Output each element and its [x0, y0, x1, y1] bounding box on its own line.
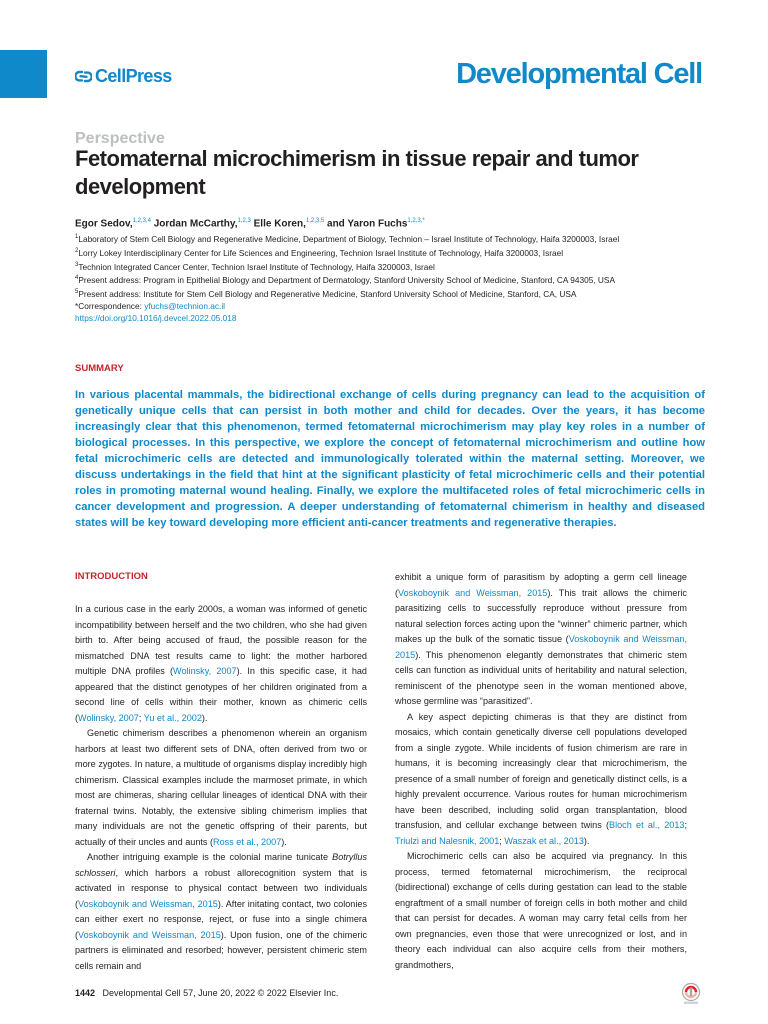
- correspondence: *Correspondence: yfuchs@technion.ac.il: [75, 300, 226, 311]
- text-run: ).: [583, 835, 590, 846]
- doi-link[interactable]: https://doi.org/10.1016/j.devcel.2022.05.018: [75, 312, 237, 323]
- cellpress-logo-icon: [75, 69, 92, 84]
- text-run: ). After initating contact, two colonies can either exert no response, reject, or fuse into a single chimera (: [75, 898, 367, 940]
- paragraph: [395, 570, 687, 710]
- summary-heading: SUMMARY: [75, 363, 124, 374]
- paragraph: [395, 710, 687, 850]
- text-run: In a curious case in the early 2000s, a woman was informed of genetic incompatibility between herself and the two children, who she had given birth to. After being accused of fraud, the possible reason for the mismatched DNA test results came to light: the mother harbored multiple DNA profiles (: [75, 604, 367, 676]
- text-run: ).: [201, 712, 208, 723]
- citation-link[interactable]: Triulzi and Nalesnik, 2001: [395, 835, 500, 846]
- footer-citation: Developmental Cell 57, June 20, 2022 © 2022 Elsevier Inc.: [102, 988, 339, 998]
- author-affiliation-marker[interactable]: 1,2,3,*: [407, 218, 425, 224]
- citation-link[interactable]: Voskoboynik and Weissman, 2015: [78, 898, 218, 909]
- affiliation-marker: 2: [75, 247, 79, 254]
- text-run: ).: [281, 836, 287, 847]
- author-name: Egor Sedov,: [75, 218, 133, 230]
- citation-link[interactable]: Voskoboynik and Weissman, 2015: [78, 929, 221, 940]
- paragraph: [75, 850, 367, 974]
- affiliation-item: [75, 286, 705, 300]
- author-affiliation-marker[interactable]: 1,2,3,5: [305, 218, 325, 224]
- affiliation-item: [75, 245, 705, 259]
- affiliation-text: Present address: Institute for Stem Cell Biology and Regenerative Medicine, Stanford University School of Medicine, Stanford, CA, USA: [78, 288, 577, 299]
- affiliation-marker: 3: [75, 261, 79, 268]
- body-column-right: [395, 570, 687, 973]
- body-column-left: [75, 570, 367, 974]
- author-affiliation-marker[interactable]: 1,2,3,4: [132, 218, 151, 224]
- citation-link[interactable]: Bloch et al., 2013: [609, 820, 685, 830]
- article-section-label: Perspective: [75, 130, 165, 147]
- affiliation-text: Lorry Lokey Interdisciplinary Center for Life Sciences and Engineering, Technion Israel Institute of Technology, Haifa 3200003, Israel: [78, 247, 564, 258]
- citation-link[interactable]: Yu et al., 2002: [143, 712, 202, 723]
- text-run: exhibit a unique form of parasitism by adopting a germ cell lineage (: [395, 572, 687, 598]
- text-run: ). This trait allows the chimeric parasitizing cells to successfully reproduce without pressure from natural selection forces acting upon the “winner” chimeric partner, which makes up the bulk of the somatic tissue (: [395, 587, 687, 644]
- header-color-tab: [0, 50, 47, 98]
- text-run: ). In this specific case, it had appeared that the distinct genotypes of her children originated from a second line of cells within their mother, known as chimeric cells (: [75, 666, 367, 723]
- affiliation-item: [75, 259, 705, 273]
- page-footer: [75, 988, 338, 998]
- text-run: ;: [499, 835, 505, 846]
- paragraph: [395, 849, 687, 973]
- publisher-logo[interactable]: [75, 66, 172, 87]
- affiliation-marker: 4: [75, 275, 79, 282]
- citation-link[interactable]: Waszak et al., 2013: [504, 835, 584, 846]
- text-run: Another intriguing example is the colonial marine tunicate: [87, 852, 333, 862]
- author-name: Jordan McCarthy,: [153, 218, 238, 230]
- affiliations: [75, 231, 705, 324]
- page-number: 1442: [75, 988, 96, 998]
- citation-link[interactable]: Voskoboynik and Weissman, 2015: [398, 587, 548, 598]
- citation-link[interactable]: Wolinsky, 2007: [78, 712, 139, 723]
- text-run: ;: [684, 820, 687, 830]
- text-run: Genetic chimerism describes a phenomenon wherein an organism harbors at least two different sets of DNA, often derived from two or more zygotes. In nature, a multitude of organisms display incredibly high chimerism. Classical examples include the marmoset primate, in which most are chimeras, sharing cellular lineages of identical DNA with their fraternal twins. Notably, the extensive sibling chimerism implies that many individuals are not the genetic offspring of their parents, but actually of their uncles and aunts (: [75, 728, 367, 847]
- text-run: A key aspect depicting chimeras is that they are distinct from mosaics, which contain genetically diverse cell populations developed from a single zygote. While incidents of fusion chimerism are rare in humans, it is becoming increasingly clear that microchimerism, the presence of a small number of foreign and genetically distinct cells, is a highly prevalent occurrence. Various routes for human microchimerism have been described, including solid organ transplantation, blood transfusion, and cellular exchange between twins (: [395, 711, 687, 830]
- affiliation-marker: 5: [75, 289, 79, 296]
- text-run: ). This phenomenon elegantly demonstrates that chimeric stem cells can function as individual units of heritability and natural selection, reminiscent of the phenotype seen in the woman mentioned above, whose germline was “parasitized”.: [395, 649, 687, 706]
- article-title: Fetomaternal microchimerism in tissue repair and tumor development: [75, 146, 639, 199]
- citation-link[interactable]: Ross et al., 2007: [213, 836, 282, 847]
- journal-title[interactable]: Developmental Cell: [456, 58, 702, 90]
- text-run: , which harbors a robust allorecognition system that is activated in response to physical contact between two individuals (: [75, 867, 367, 909]
- text-run: Microchimeric cells can also be acquired via pregnancy. In this process, termed fetomaternal microchimerism, the reciprocal (bidirectional) exchange of cells during gestation can lead to the stable engraftment of a small number of foreign cells in both mother and child that can persist for decades. A woman may carry fetal cells from her own pregnancies, even those that were unrecognized or lost, and in theory each individual can also acquire cells from their mothers, grandmothers,: [395, 851, 687, 970]
- affiliation-text: Laboratory of Stem Cell Biology and Regenerative Medicine, Department of Biology, Technion – Israel Institute of Technology, Haifa 3200003, Israel: [78, 233, 620, 244]
- publisher-name: CellPress: [95, 66, 172, 86]
- affiliation-marker: 1: [75, 234, 79, 240]
- text-run: Botryllus schlosseri: [75, 852, 367, 878]
- author-list: [75, 218, 425, 229]
- affiliation-item: [75, 231, 705, 245]
- correspondence-email-link[interactable]: yfuchs@technion.ac.il: [144, 300, 226, 311]
- text-run: ). Upon fusion, one of the chimeric partners is eliminated and resorbed; however, persistent chimeric stem cells remain and: [75, 929, 367, 971]
- paragraph: [75, 726, 367, 850]
- summary-text: In various placental mammals, the bidirectional exchange of cells during pregnancy can lead to the acquisition of genetically unique cells that can persist in both mother and child for decades. Over the years, it has become increasingly clear that this phenomenon, termed fetomaternal microchimerism may play key roles in a number of biological processes. In this perspective, we explore the concept of fetomaternal microchimerism and outline how fetal microchimeric cells are detected and immunologically tolerated within the maternal setting. Moreover, we discuss undertakings in the field that hint at the significant plasticity of fetal microchimeric cells and their potential roles in promoting maternal wound healing. Finally, we explore the multifaceted roles of fetal microchimeric cells in cancer development and progression. A deeper understanding of fetomaternal chimerism in healthy and diseased states will be key toward developing more efficient anti-cancer treatments and regenerative therapies.: [75, 389, 705, 529]
- author-name: Elle Koren,: [253, 218, 306, 230]
- affiliation-text: Present address: Program in Epithelial Biology and Department of Dermatology, Stanford University School of Medicine, Stanford, CA 94305, USA: [78, 275, 615, 286]
- paragraph: [75, 602, 367, 726]
- author-affiliation-marker[interactable]: 1,2,3: [237, 218, 251, 224]
- introduction-heading: INTRODUCTION: [75, 571, 148, 582]
- affiliation-item: [75, 272, 705, 286]
- check-for-updates-icon[interactable]: [680, 982, 702, 1006]
- citation-link[interactable]: Voskoboynik and Weissman, 2015: [395, 634, 688, 660]
- author-name: and Yaron Fuchs: [327, 218, 408, 230]
- affiliation-text: Technion Integrated Cancer Center, Technion Israel Institute of Technology, Haifa 3200003, Israel: [78, 261, 435, 272]
- citation-link[interactable]: Wolinsky, 2007: [173, 666, 237, 676]
- text-run: ;: [138, 712, 144, 723]
